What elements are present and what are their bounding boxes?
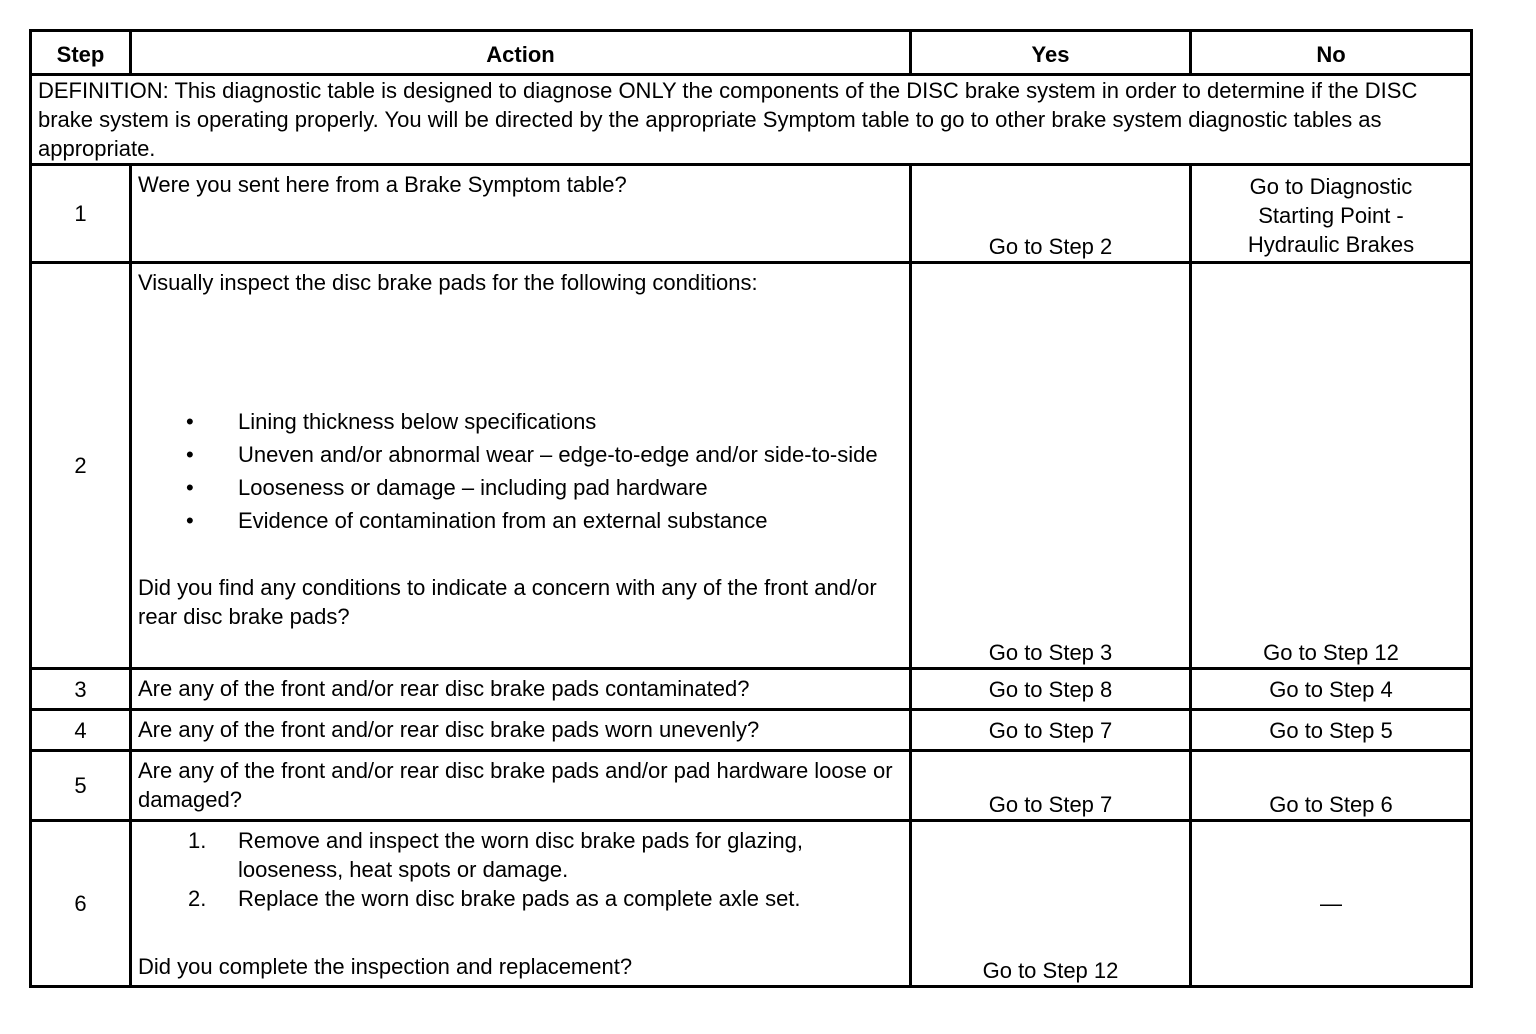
action-text: Are any of the front and/or rear disc brake pads worn unevenly?	[131, 710, 911, 751]
header-step: Step	[31, 31, 131, 75]
action-question: Did you find any conditions to indicate a concern with any of the front and/or rear disc brake pads?	[138, 575, 877, 629]
no-result: Go to Diagnostic Starting Point - Hydraulic Brakes	[1191, 165, 1472, 263]
list-item	[138, 826, 903, 884]
list-item	[138, 884, 903, 913]
condition-list	[138, 407, 903, 535]
action-text: Are any of the front and/or rear disc brake pads contaminated?	[131, 669, 911, 710]
yes-result: Go to Step 3	[911, 263, 1191, 669]
no-result: Go to Step 4	[1191, 669, 1472, 710]
item-text: Replace the worn disc brake pads as a complete axle set.	[238, 886, 801, 911]
yes-result: Go to Step 7	[911, 751, 1191, 821]
step-number: 4	[31, 710, 131, 751]
header-no: No	[1191, 31, 1472, 75]
no-result: Go to Step 6	[1191, 751, 1472, 821]
action-intro: Visually inspect the disc brake pads for the following conditions:	[138, 270, 758, 295]
step-number: 2	[31, 263, 131, 669]
step-number: 1	[31, 165, 131, 263]
item-text: Remove and inspect the worn disc brake pads for glazing, looseness, heat spots or damage.	[238, 828, 803, 882]
action-text: Are any of the front and/or rear disc brake pads and/or pad hardware loose or damaged?	[131, 751, 911, 821]
table-row	[31, 165, 1472, 263]
action-cell	[131, 263, 911, 669]
header-yes: Yes	[911, 31, 1191, 75]
step-number: 3	[31, 669, 131, 710]
list-item: • Uneven and/or abnormal wear – edge-to-edge and/or side-to-side	[138, 440, 903, 469]
definition-row	[31, 75, 1472, 165]
header-action: Action	[131, 31, 911, 75]
diagnostic-table	[29, 29, 1473, 988]
procedure-list	[138, 826, 903, 913]
step-number: 6	[31, 821, 131, 987]
table-row	[31, 669, 1472, 710]
yes-result: Go to Step 12	[911, 821, 1191, 987]
list-item: • Lining thickness below specifications	[138, 407, 903, 436]
action-cell	[131, 821, 911, 987]
no-result: —	[1191, 821, 1472, 987]
header-row	[31, 31, 1472, 75]
list-item: • Evidence of contamination from an external substance	[138, 506, 903, 535]
table-row	[31, 710, 1472, 751]
action-question: Did you complete the inspection and replacement?	[138, 954, 633, 979]
list-item: • Looseness or damage – including pad hardware	[138, 473, 903, 502]
table-row	[31, 821, 1472, 987]
definition-text: DEFINITION: This diagnostic table is designed to diagnose ONLY the components of the DISC brake system in order to determine if the DISC brake system is operating properly. You will be directed by the appropriate Symptom table to go to other brake system diagnostic tables as appropriate.	[31, 75, 1472, 165]
table-row	[31, 263, 1472, 669]
table-row	[31, 751, 1472, 821]
step-number: 5	[31, 751, 131, 821]
yes-result: Go to Step 8	[911, 669, 1191, 710]
yes-result: Go to Step 2	[911, 165, 1191, 263]
no-result: Go to Step 5	[1191, 710, 1472, 751]
no-result: Go to Step 12	[1191, 263, 1472, 669]
item-number: 1.	[188, 828, 207, 853]
yes-result: Go to Step 7	[911, 710, 1191, 751]
item-number: 2.	[188, 886, 207, 911]
action-text: Were you sent here from a Brake Symptom table?	[131, 165, 911, 263]
